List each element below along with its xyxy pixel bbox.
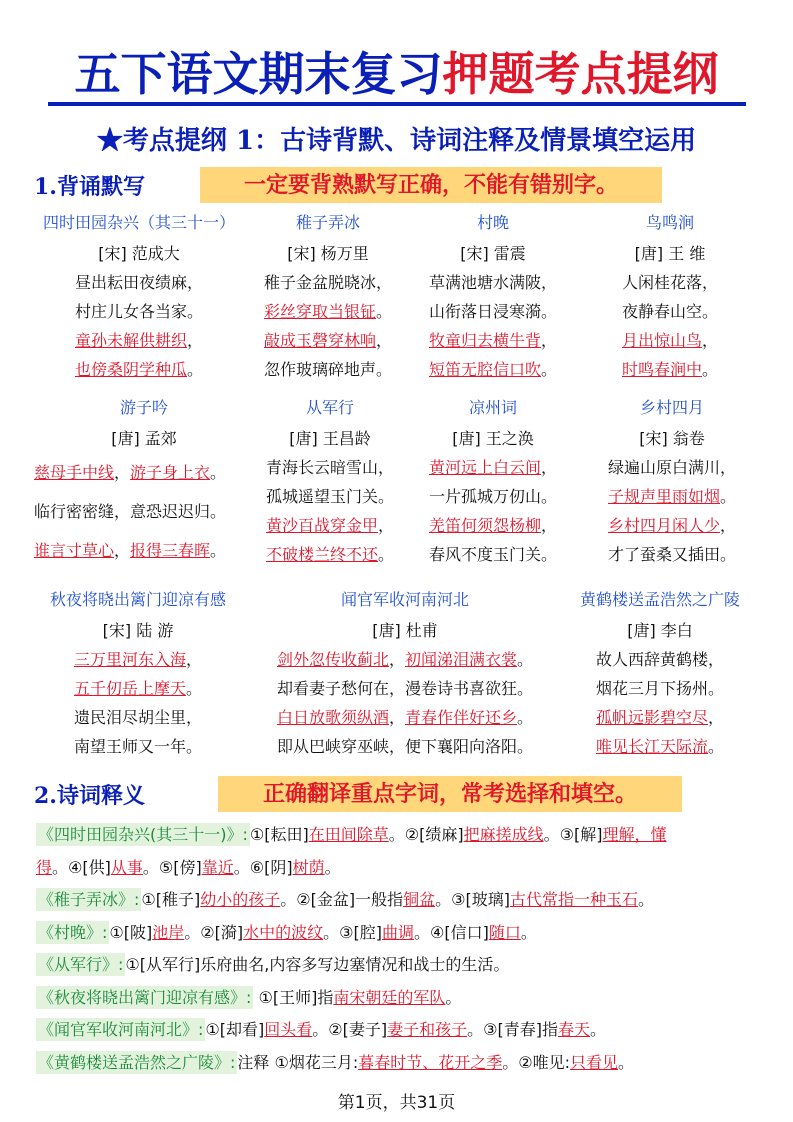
poem-text: 。 [187,360,204,379]
note-text: 。③[腔] [323,922,382,942]
recite-phrase: 牧童归去横牛背 [428,331,541,350]
note-poem-title: 《四时田园杂兴(其三十一)》: [38,825,248,844]
poem-line [250,703,560,732]
page-subtitle: ★考点提纲 1：古诗背默、诗词注释及情景填空运用 [96,126,697,156]
note-text: 。 [618,1052,635,1072]
poem-author: [宋] 陆 游 [102,621,174,640]
poem-line [560,645,760,674]
notes-list [36,820,764,1080]
recite-phrase: 慈母手中线 [34,463,115,482]
note-text: 。 [324,857,341,877]
recite-phrase: 乡村四月闲人少 [607,516,720,535]
note-answer: 曲调 [381,922,414,942]
poem-title: 鸟鸣涧 [645,213,694,232]
poem-line [248,297,408,326]
recite-phrase: 月出惊山鸟 [621,331,702,350]
poem-text: 故人西辞黄鹤楼， [595,650,724,669]
poem-line [250,732,560,761]
note-text: 。②[金盆]一般指 [280,890,404,909]
poem-text: 临行密密缝，意恐迟迟归。 [34,502,227,521]
poem-line [28,268,250,297]
recite-phrase: 报得三春晖 [130,541,211,560]
poem-line [34,453,254,492]
page-title [0,44,793,104]
poem-text: 。 [210,541,227,560]
poem-author: [唐] 王昌龄 [289,429,371,448]
note-answer: 从事 [110,857,143,877]
poem-text: 。 [210,463,227,482]
poem-line [28,645,248,674]
poem-author: [唐] 王 维 [634,244,706,263]
title-underline [48,102,746,106]
poem-text: 青海长云暗雪山， [265,458,394,477]
recite-phrase: 孤帆远影碧空尽 [595,708,708,727]
note-answer: 南宋朝廷的军队 [333,987,446,1007]
poem-author: [唐] 孟郊 [111,429,177,448]
poem-text: 山衔落日浸寒漪。 [428,302,557,321]
recite-phrase: 不破楼兰终不还 [265,545,378,564]
note-text: ①[王师]指 [253,987,334,1007]
note-text: 。③[玻璃] [435,890,510,909]
poem-text: 。 [378,545,395,564]
poem-text: 。 [720,487,737,506]
poem-author: [唐] 杜甫 [372,621,438,640]
note-text: ①[从军行]乐府曲名,内容多写边塞情况和战士的生活。 [125,955,510,974]
note-text: ①[耘田] [249,825,309,844]
poem-text: 却看妻子愁何在，漫卷诗书喜欲狂。 [276,679,533,698]
note-answer: 随口 [488,922,521,942]
poem-block [413,397,573,569]
note-text: 。②唯见: [502,1052,570,1072]
poem-line [413,297,573,326]
note-text: 。③[解] [543,825,603,844]
recite-phrase: 羌笛何须怨杨柳 [428,516,541,535]
poem-line [413,355,573,384]
poem-block [28,589,248,761]
page-title-part1: 五下语文期末复习 [74,47,443,101]
recite-phrase: 五千仞岳上摩天 [73,679,186,698]
recite-phrase: 游子身上衣 [130,463,211,482]
recite-phrase: 黄河远上白云间 [428,458,541,477]
note-answer: 水中的波纹 [243,922,324,942]
poem-text: 烟花三月下扬州。 [595,679,724,698]
poem-text: 。 [517,708,534,727]
poem-title: 从军行 [305,398,354,417]
note-text: ①[陂] [109,922,153,942]
note-line [36,950,764,980]
section1-heading: 1.背诵默写 [34,174,145,200]
note-answer: 池岸 [152,922,185,942]
note-line [36,853,764,883]
poem-text: 忽作玻璃碎地声。 [263,360,392,379]
poem-author: [宋] 翁卷 [639,429,705,448]
recite-phrase: 也傍桑阴学种瓜 [74,360,187,379]
note-text: ①[却看] [205,1020,265,1039]
recite-phrase: 谁言寸草心 [34,541,115,560]
poem-line [34,492,254,531]
recite-phrase: 初闻涕泪满衣裳 [405,650,518,669]
poem-text: 村庄儿女各当家。 [74,302,203,321]
poem-text: ， [378,516,395,535]
recite-phrase: 子规声里雨如烟 [607,487,720,506]
poem-title: 乡村四月 [639,398,704,417]
note-text: 。②[妻子] [312,1020,388,1039]
note-answer: 把麻搓成线 [463,825,544,844]
poem-block [248,212,408,384]
poem-line [28,703,248,732]
poem-line [413,326,573,355]
poem-author: [宋] 雷震 [460,244,526,263]
note-text: 。④[供] [52,857,111,877]
section2-heading: 2.诗词释义 [34,783,145,809]
poem-title: 游子吟 [119,398,168,417]
recite-phrase: 时鸣春涧中 [621,360,702,379]
recite-phrase: 三万里河东入海 [73,650,186,669]
recite-phrase: 短笛无腔信口吹 [428,360,541,379]
poem-line [592,453,752,482]
poem-block [592,397,752,569]
poem-text: 一片孤城万仞山。 [428,487,557,506]
poem-text: ， [541,458,558,477]
poem-line [592,540,752,569]
poem-text: 人闲桂花落， [621,273,718,292]
poem-line [413,482,573,511]
note-answer: 理解，懂 [602,825,667,844]
poem-text: 春风不度玉门关。 [428,545,557,564]
poem-line [28,674,248,703]
poem-text: ， [376,331,393,350]
poem-author: [唐] 王之涣 [452,429,534,448]
note-answer: 在田间除草 [308,825,389,844]
poem-text: ， [702,331,719,350]
section1-banner: 一定要背熟默写正确，不能有错别字。 [200,167,662,203]
poem-text: 草满池塘水满陂， [428,273,557,292]
poem-text: 昼出耘田夜绩麻， [74,273,203,292]
recite-phrase: 青春作伴好还乡 [405,708,518,727]
section2-banner: 正确翻译重点字词，常考选择和填空。 [218,776,682,812]
poem-author: [唐] 李白 [627,621,693,640]
poem-line [28,326,250,355]
poem-line [250,511,410,540]
note-poem-title: 《闻官军收河南河北》: [38,1020,204,1039]
note-answer: 得 [36,857,53,877]
note-line [36,983,764,1013]
poem-text: ， [388,708,405,727]
note-poem-title: 《村晚》: [38,922,108,942]
recite-phrase: 彩丝穿取当银钲 [263,302,376,321]
note-answer: 妻子和孩子 [387,1020,468,1039]
note-answer: 靠近 [201,857,234,877]
poem-text: ， [708,708,725,727]
poem-text: 。 [702,360,719,379]
poem-block [34,397,254,570]
poem-text: ， [114,541,131,560]
note-text: 。⑤[傍] [142,857,202,877]
note-answer: 回头看 [264,1020,313,1039]
poem-line [250,540,410,569]
poem-title: 秋夜将晓出篱门迎凉有感 [49,590,226,609]
poem-block [590,212,750,384]
poem-text: 孤城遥望玉门关。 [265,487,394,506]
poem-title: 村晚 [476,213,509,232]
poem-line [413,540,573,569]
recite-phrase: 童孙未解供耕织 [74,331,187,350]
poem-text: ， [720,516,737,535]
page-footer: 第1页，共31页 [337,1093,456,1113]
note-poem-title: 《从军行》: [38,955,124,974]
poem-line [590,297,750,326]
poem-text: 。 [376,302,393,321]
poem-line [560,674,760,703]
poem-line [28,732,248,761]
poem-line [560,703,760,732]
recite-phrase: 敲成玉磬穿林响 [263,331,376,350]
poem-author: [宋] 杨万里 [287,244,369,263]
note-text: 。 [520,922,537,942]
poem-block [413,212,573,384]
poem-line [248,268,408,297]
note-text: 。 [445,987,462,1007]
note-answer: 春天 [557,1020,590,1039]
poem-text: 。 [186,679,203,698]
poem-line [28,297,250,326]
poem-text: 遗民泪尽胡尘里， [73,708,202,727]
note-poem-title: 《黄鹤楼送孟浩然之广陵》: [38,1052,236,1072]
poem-text: ， [186,650,203,669]
poem-text: 。 [708,737,725,756]
note-answer: 只看见 [570,1052,619,1072]
note-answer: 幼小的孩子 [200,890,281,909]
poem-line [413,453,573,482]
note-text: 。⑥[阴] [233,857,293,877]
poem-text: ， [541,516,558,535]
recite-phrase: 白日放歌须纵酒 [276,708,389,727]
note-answer: 暮春时节、花开之季 [358,1052,503,1072]
poem-text: 稚子金盆脱晓冰， [263,273,392,292]
poem-line [28,355,250,384]
poem-text: 。 [517,650,534,669]
note-line [36,918,764,948]
poem-line [250,674,560,703]
note-answer: 古代常指一种玉石 [509,890,638,909]
poem-text: ， [541,331,558,350]
poem-text: ， [388,650,405,669]
recite-phrase: 剑外忽传收蓟北 [276,650,389,669]
note-text: 。②[漪] [184,922,244,942]
poem-title: 稚子弄冰 [295,213,360,232]
poem-author: [宋] 范成大 [98,244,180,263]
poem-line [592,482,752,511]
note-poem-title: 《稚子弄冰》: [38,890,140,909]
poem-text: 。 [541,360,558,379]
note-text: 。④[信口] [413,922,489,942]
note-line [36,1015,764,1045]
poem-text: 南望王师又一年。 [73,737,202,756]
page-title-part2: 押题考点提纲 [442,47,719,101]
note-text: ①[稚子] [141,890,201,909]
poem-line [248,326,408,355]
poem-block [250,589,560,761]
poem-text: 绿遍山原白满川， [607,458,736,477]
poem-title: 四时田园杂兴（其三十一） [42,213,235,232]
poem-title: 黄鹤楼送孟浩然之广陵 [579,590,740,609]
poem-text: 即从巴峡穿巫峡，便下襄阳向洛阳。 [276,737,533,756]
note-answer: 铜盆 [403,890,436,909]
poem-line [248,355,408,384]
recite-phrase: 唯见长江天际流 [595,737,708,756]
poem-line [590,355,750,384]
poem-line [560,732,760,761]
poem-line [250,453,410,482]
recite-phrase: 黄沙百战穿金甲 [265,516,378,535]
note-poem-title: 《秋夜将晓出篱门迎凉有感》: [38,987,252,1007]
poem-text: 才了蚕桑又插田。 [607,545,736,564]
note-line [36,885,764,915]
poem-line [34,531,254,570]
poem-title: 闻官军收河南河北 [340,590,469,609]
note-text: 注释 ①烟花三月: [237,1052,359,1072]
poem-line [590,268,750,297]
poem-block [28,212,250,384]
poem-line [413,268,573,297]
poem-text: 夜静春山空。 [621,302,718,321]
note-text: 。 [637,890,654,909]
note-line [36,1048,764,1078]
note-text: 。③[青春]指 [467,1020,558,1039]
note-answer: 树荫 [292,857,325,877]
poem-line [250,645,560,674]
poem-title: 凉州词 [468,398,517,417]
poem-line [590,326,750,355]
note-line [36,820,764,850]
poem-block [250,397,410,569]
poem-line [250,482,410,511]
poem-text: ， [114,463,131,482]
note-text: 。 [589,1020,606,1039]
poem-text: ， [187,331,204,350]
poem-line [592,511,752,540]
poem-block [560,589,760,761]
note-text: 。②[绩麻] [388,825,464,844]
poem-line [413,511,573,540]
